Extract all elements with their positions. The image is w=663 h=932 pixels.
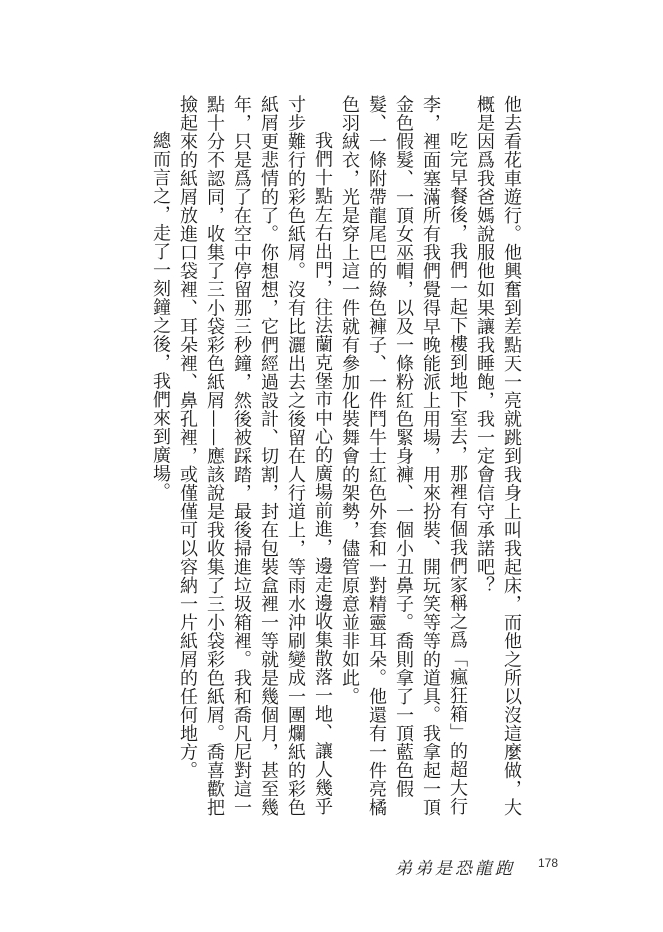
paragraph-3: 我們十點左右出門，往法蘭克堡市中心的廣場前進，邊走邊收集散落一地、讓人幾乎寸步難行的彩色紙屑。沒有比灑出去之後留在人行道上，等雨水沖刷變成一團爛紙的彩色紙屑更悲情的了。你想想，它們經過設計、切割，封在包裝盒裡一等就是幾個月，甚至幾年，只是爲了在空中停留那三秒鐘，然後被踩踏，最後掃進垃圾箱裡。我和喬凡尼對這一點十分不認同，收集了三小袋彩色紙屑——應該說是我收集了三小袋彩色紙屑。喬喜歡把撿起來的紙屑放進口袋裡、耳朵裡、鼻孔裡，或僅僅可以容納一片紙屑的任何地方。	[177, 95, 333, 817]
paragraph-4: 總而言之，走了一刻鐘之後，我們來到廣場。	[150, 131, 171, 501]
paragraph-2: 吃完早餐後，我們一起下樓到地下室去，那裡有個我們家稱之爲「瘋狂箱」的超大行李，裡面塞滿所有我們覺得早晚能派上用場，用來扮裝、開玩笑等等的道具。我拿起一頂金色假髮、一頂女巫帽，以及一條粉紅色緊身褲、一個小丑鼻子。喬則拿了一頂藍色假髮、一條附帶龍尾巴的綠色褲子、一件鬥牛士紅色外套和一對精靈耳朵。他還有一件亮橘色羽絨衣，光是穿上這一件就有參加化裝舞會的架勢，儘管原意並非如此。	[339, 95, 468, 817]
body-text	[147, 95, 525, 825]
paragraph-1: 他去看花車遊行。他興奮到差點天一亮就跳到我身上叫我起床，而他之所以沒這麼做，大概是因爲我爸媽說服他如果讓我睡飽，我一定會信守承諾吧？	[474, 95, 522, 817]
running-footer-title: 弟弟是恐龍跑	[395, 859, 515, 879]
page-number: 178	[538, 856, 559, 870]
